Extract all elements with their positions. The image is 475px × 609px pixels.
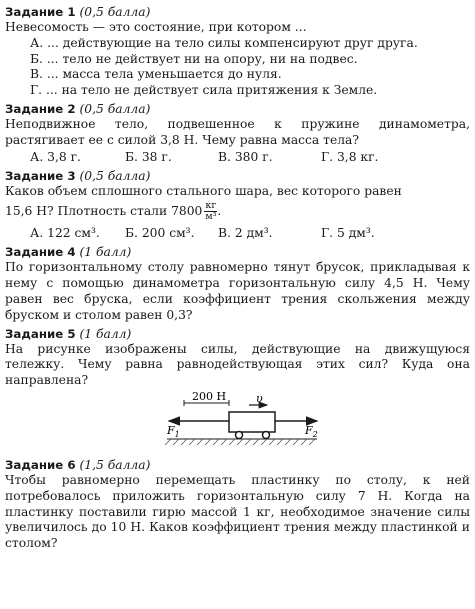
task-2-points: (0,5 балла) <box>79 101 151 116</box>
task-6-title: Задание 6 <box>5 457 76 472</box>
task-1-option-b: Б. ... тело не действует ни на опору, ни на подвес. <box>30 51 358 66</box>
force-f1-subscript: 1 <box>174 429 180 439</box>
task-2-option-a: А. 3,8 г. <box>30 149 81 164</box>
task-1-question: Невесомость — это состояние, при котором ... <box>5 20 307 34</box>
task-1-heading <box>5 4 470 20</box>
fraction-denominator: м³ <box>205 211 217 223</box>
ground-hatching <box>165 439 315 445</box>
cart-wheel-left <box>236 431 243 438</box>
force-f2-letter: F <box>305 423 313 437</box>
task-2-title: Задание 2 <box>5 101 76 116</box>
task-2-option-c: В. 380 г. <box>218 149 273 164</box>
task-3-option-c: В. 2 дм³. <box>218 226 273 241</box>
task-2-heading <box>5 101 470 117</box>
task-3-option-a: А. 122 см³. <box>30 226 100 241</box>
task-5-heading <box>5 326 470 342</box>
task-6-points: (1,5 балла) <box>79 457 151 472</box>
task-4-title: Задание 4 <box>5 245 76 260</box>
task-5-question: На рисунке изображены силы, действующие на движущуюся тележку. Чему равна равнодействующая этих сил? Куда она направлена? <box>5 341 470 388</box>
task-2-options <box>5 149 470 166</box>
fraction-numerator: кг <box>205 200 217 212</box>
scale-label: 200 Н <box>192 390 227 403</box>
task-3-question-line-2 <box>5 199 470 223</box>
worksheet <box>5 2 470 552</box>
task-3-option-b: Б. 200 см³. <box>125 226 195 241</box>
task-3-title: Задание 3 <box>5 168 76 183</box>
task-3-options <box>5 225 470 242</box>
cart-wheel-right <box>263 431 270 438</box>
density-unit-fraction <box>204 201 217 222</box>
task-3-points: (0,5 балла) <box>79 168 151 183</box>
force-f2-subscript: 2 <box>312 429 318 439</box>
force-f2-label <box>304 424 318 439</box>
task-5-points: (1 балл) <box>79 326 132 341</box>
force-f1-label <box>166 424 180 439</box>
task-3-question-text: 15,6 Н? Плотность стали 7800 <box>5 204 203 219</box>
task-1-option-a: А. ... действующие на тело силы компенсируют друг друга. <box>30 35 418 50</box>
cart-forces-figure <box>5 391 470 455</box>
task-4-heading <box>5 244 470 260</box>
task-4-question: По горизонтальному столу равномерно тянут брусок, прикладывая к нему с помощью динамометра горизонтальную силу 4,5 Н. Чему равен вес бруска, если коэффициент трения скольжения между бруском и столом равен 0,3? <box>5 260 470 322</box>
task-3-question-line-1: Каков объем сплошного стального шара, вес которого равен <box>5 183 402 198</box>
task-1-option-d: Г. ... на тело не действует сила притяжения к Земле. <box>30 83 378 98</box>
task-1-points: (0,5 балла) <box>79 5 151 19</box>
task-5-title: Задание 5 <box>5 326 76 341</box>
task-2-question: Неподвижное тело, подвешенное к пружине динамометра, растягивает ее с силой 3,8 Н. Чему равна масса тела? <box>5 116 470 147</box>
task-2-option-d: Г. 3,8 кг. <box>321 149 379 164</box>
task-1-option-c: В. ... масса тела уменьшается до нуля. <box>30 67 282 82</box>
task-2-option-b: Б. 38 г. <box>125 149 172 164</box>
task-6-question: Чтобы равномерно перемещать пластинку по столу, к ней потребовалось приложить горизонтальную силу 7 Н. Когда на пластинку поставили гирю массой 1 кг, необходимое значение силы увеличилось до 10 Н. Каков коэффициент трения между пластинкой и столом? <box>5 472 470 551</box>
task-3-question-end: . <box>217 204 222 219</box>
task-3-heading <box>5 168 470 184</box>
cart-body <box>229 412 275 432</box>
force-f1-letter: F <box>167 423 175 437</box>
cart-forces-diagram <box>5 391 470 455</box>
task-1-title: Задание 1 <box>5 5 76 19</box>
velocity-label: υ <box>256 391 263 405</box>
task-4-points: (1 балл) <box>79 245 132 260</box>
task-6-heading <box>5 457 470 473</box>
task-3-option-d: Г. 5 дм³. <box>321 226 375 241</box>
